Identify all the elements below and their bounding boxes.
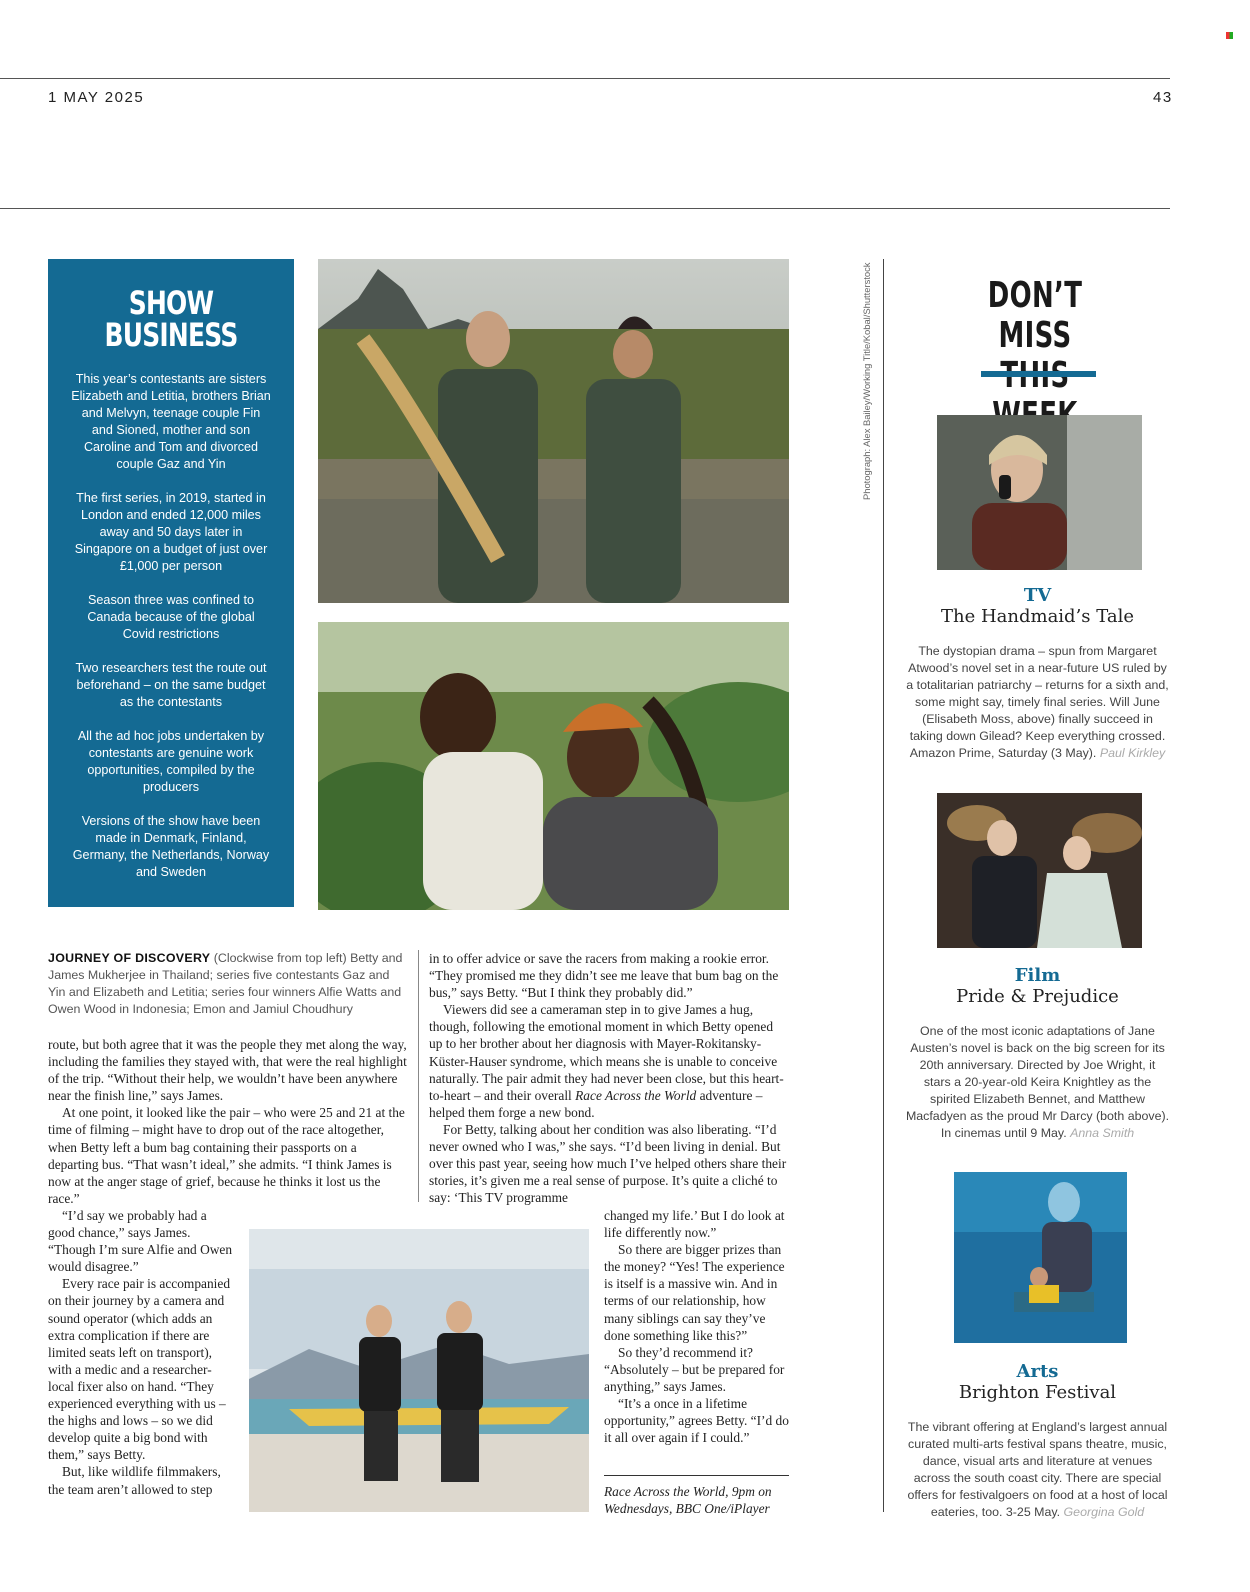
dont-miss-blurb-film: One of the most iconic adaptations of Jane Austen’s novel is back on the big screen for its 20th anniversary. Directed by Joe Wright, it stars a 20-year-old Keira Knightley as the spirited Elizabeth Bennet, and Matthew Macfadyen as the proud Mr Darcy (both above). In cinemas until 9 May. Anna Smith	[905, 1024, 1170, 1140]
article-paragraph: “It’s a once in a lifetime opportunity,” agrees Betty. “I’d do it all over again if I could.”	[604, 1396, 789, 1446]
dont-miss-category-arts: Arts	[1016, 1361, 1059, 1382]
dont-miss-title-line: DON’T MISS	[987, 275, 1083, 356]
page-number: 43	[1153, 89, 1173, 106]
article-paragraph: route, but both agree that it was the people they met along the way, including the families they stayed with, that were the real highlight of the trip. “Without their help, we wouldn’t have been anywhere near the finish line,” says James.	[48, 1037, 407, 1104]
article-paragraph: For Betty, talking about her condition was also liberating. “I’d never owned who I was,” she says. “I’d been living in denial. But over this past year, seeing how much I’ve helped others share their stories, it’s given me a real sense of purpose. It’s quite a cliché to say: ‘This TV programme	[429, 1121, 787, 1206]
article-paragraph: changed my life.’ But I do look at life differently now.”	[604, 1208, 785, 1241]
issue-date: 1 MAY 2025	[48, 89, 145, 106]
photo-pride-and-prejudice	[937, 793, 1142, 948]
header-bottom-rule	[0, 208, 1170, 209]
article-paragraph: At one point, it looked like the pair – who were 25 and 21 at the time of filming – might have to drop out of the race altogether, when Betty left a bum bag containing their passports on a departing bus. “That wasn’t ideal,” she admits. “I think James is now at the anger stage of grief, because he thinks it lost us the race.”	[48, 1105, 405, 1206]
article-paragraph: Viewers did see a cameraman step in to give James a hug, though, following the emotional moment in which Betty opened up to her brother about her diagnosis with Mayer-Rokitansky-Küster-Hauser syndrome, which means she is unable to conceive naturally. The pair admit they had never been close, but this heart-to-heart – and their overall Race Across the World adventure – helped them forge a new bond.	[429, 1002, 784, 1120]
column-divider	[883, 259, 884, 1512]
byline: Anna Smith	[1070, 1126, 1135, 1140]
article-paragraph: But, like wildlife filmmakers, the team aren’t allowed to step	[48, 1464, 221, 1497]
caption-text: (Clockwise from top left) Betty and James Mukherjee in Thailand; series five contestants Gaz and Yin and Elizabeth and Letitia; series four winners Alfie Watts and Owen Wood in Indonesia; Emon and Jamiul Choudhury	[48, 951, 403, 1016]
article-paragraph: So there are bigger prizes than the money? “Yes! The experience is itself is a massive win. And in terms of our relationship, how many siblings can say they’ve done something like this?”	[604, 1242, 785, 1343]
article-paragraph: So they’d recommend it? “Absolutely – but be prepared for anything,” says James.	[604, 1344, 785, 1394]
sidebar-fact: Two researchers test the route out beforehand – on the same budget as the contestants	[75, 661, 267, 709]
top-rule	[0, 78, 1170, 79]
caption-lead: JOURNEY OF DISCOVERY	[48, 951, 211, 965]
sidebar-fact: Season three was confined to Canada because of the global Covid restrictions	[87, 593, 255, 641]
photo-elizabeth-and-letitia	[318, 622, 789, 910]
sidebar-fact: This year’s contestants are sisters Elizabeth and Letitia, brothers Brian and Melvyn, teenage couple Fin and Sioned, mother and son Caroline and Tom and divorced couple Gaz and Yin	[71, 372, 271, 471]
show-title-italic: Race Across the World	[575, 1087, 697, 1103]
dont-miss-title-tv: The Handmaid’s Tale	[940, 606, 1135, 627]
article-paragraph: Every race pair is accompanied on their journey by a camera and sound operator (which adds an extra complication if there are limited seats left on transport), with a medic and a researcher-local fixer also on hand. “They experienced everything with us – the highs and lows – so we did develop quite a big bond with them,” says Betty.	[48, 1276, 231, 1463]
article-paragraph: “I’d say we probably had a good chance,” says James. “Though I’m sure Alfie and Owen would disagree.”	[48, 1208, 233, 1275]
photo-credit: Photograph: Alex Bailey/Working Title/Kobal/Shutterstock	[861, 262, 872, 500]
photo-caption	[48, 950, 410, 1018]
article-column-1-narrow	[48, 1207, 234, 1498]
sidebar-fact: Versions of the show have been made in Denmark, Finland, Germany, the Netherlands, Norway and Sweden	[72, 814, 270, 879]
tx-rule	[604, 1475, 789, 1476]
dont-miss-blurb-arts: The vibrant offering at England’s largest annual curated multi-arts festival spans theatre, music, dance, visual arts and literature at venues across the south coast city. There are special offers for festivalgoers on food at a host of local eateries, too. 3-25 May. Georgina Gold	[907, 1420, 1168, 1519]
color-registration-mark	[1226, 32, 1233, 39]
dont-miss-title-film: Pride & Prejudice	[956, 986, 1119, 1007]
dont-miss-title-arts: Brighton Festival	[958, 1382, 1117, 1403]
photo-brighton-festival	[954, 1172, 1127, 1343]
article-column-2	[429, 950, 789, 1206]
column-rule	[418, 950, 419, 1202]
dont-miss-accent-bar	[981, 371, 1096, 377]
article-column-1	[48, 1036, 410, 1207]
show-business-sidebar	[48, 259, 294, 907]
sidebar-title: SHOW BUSINESS	[104, 284, 238, 354]
photo-handmaids-tale	[937, 415, 1142, 570]
tx-info: Race Across the World, 9pm on Wednesdays, BBC One/iPlayer	[604, 1484, 772, 1517]
byline: Paul Kirkley	[1099, 746, 1166, 760]
photo-alfie-and-owen	[249, 1229, 589, 1512]
byline: Georgina Gold	[1063, 1505, 1145, 1519]
dont-miss-category-tv: TV	[1023, 585, 1052, 606]
photo-gaz-and-yin	[318, 259, 789, 603]
sidebar-fact: The first series, in 2019, started in London and ended 12,000 miles away and 50 days later in Singapore on a budget of just over £1,000 per person	[74, 491, 268, 573]
dont-miss-category-film: Film	[1014, 965, 1061, 986]
article-column-2-narrow	[604, 1207, 789, 1446]
article-paragraph: in to offer advice or save the racers from making a rookie error. “They promised me they didn’t see me leave that bum bag on the bus,” says Betty. “But I think they probably did.”	[429, 951, 779, 1001]
dont-miss-blurb-tv: The dystopian drama – spun from Margaret Atwood’s novel set in a near-future US ruled by a totalitarian patriarchy – returns for a sixth and, some might say, timely final series. Will June (Elisabeth Moss, above) finally succeed in taking down Gilead? Keep everything crossed. Amazon Prime, Saturday (3 May). Paul Kirkley	[906, 644, 1169, 760]
sidebar-fact: All the ad hoc jobs undertaken by contestants are genuine work opportunities, compiled by the producers	[77, 729, 265, 794]
dont-miss-title	[959, 276, 1110, 436]
